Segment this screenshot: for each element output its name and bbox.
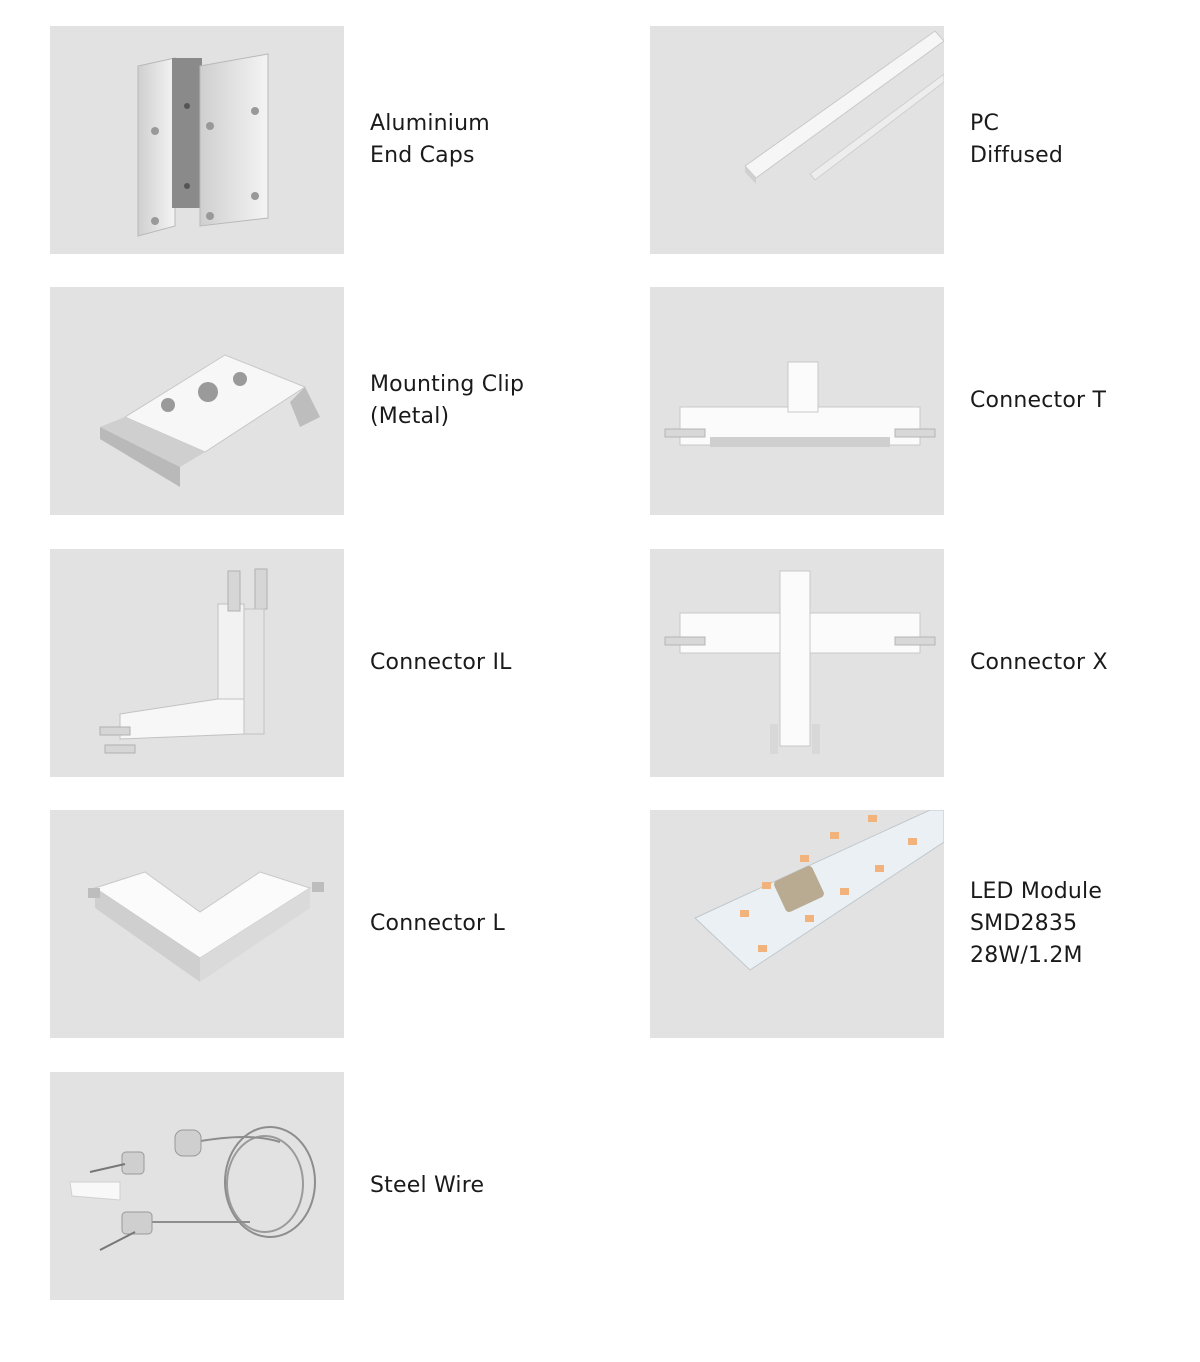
connector-il-image: [50, 549, 344, 777]
product-connector-x: [650, 549, 1200, 777]
connector-t-label: Connector T: [970, 388, 1107, 413]
aluminium-end-caps-image: [50, 26, 344, 254]
mounting-clip-image: [50, 287, 344, 515]
mounting-clip-label: Mounting Clip (Metal): [370, 372, 525, 429]
product-aluminium-end-caps: [50, 26, 610, 254]
steel-wire-label: Steel Wire: [370, 1173, 485, 1198]
steel-wire-image: [50, 1072, 344, 1300]
led-module-label: LED Module SMD2835 28W/1.2M: [970, 879, 1103, 968]
connector-l-label: Connector L: [370, 911, 505, 936]
connector-il-label: Connector IL: [370, 650, 512, 675]
connector-l-image: [50, 810, 344, 1038]
product-connector-il: [50, 549, 610, 777]
connector-x-image: [650, 549, 944, 777]
product-connector-l: [50, 810, 610, 1038]
product-led-module: [650, 810, 1200, 1038]
aluminium-end-caps-label: Aluminium End Caps: [370, 111, 490, 168]
product-pc-diffused: [650, 26, 1200, 254]
product-steel-wire: [50, 1072, 610, 1300]
pc-diffuser-image: [650, 26, 944, 254]
product-connector-t: [650, 287, 1200, 515]
pc-diffused-label: PC Diffused: [970, 111, 1064, 168]
connector-t-image: [650, 287, 944, 515]
connector-x-label: Connector X: [970, 650, 1108, 675]
product-mounting-clip: [50, 287, 610, 515]
led-module-image: [650, 810, 944, 1038]
